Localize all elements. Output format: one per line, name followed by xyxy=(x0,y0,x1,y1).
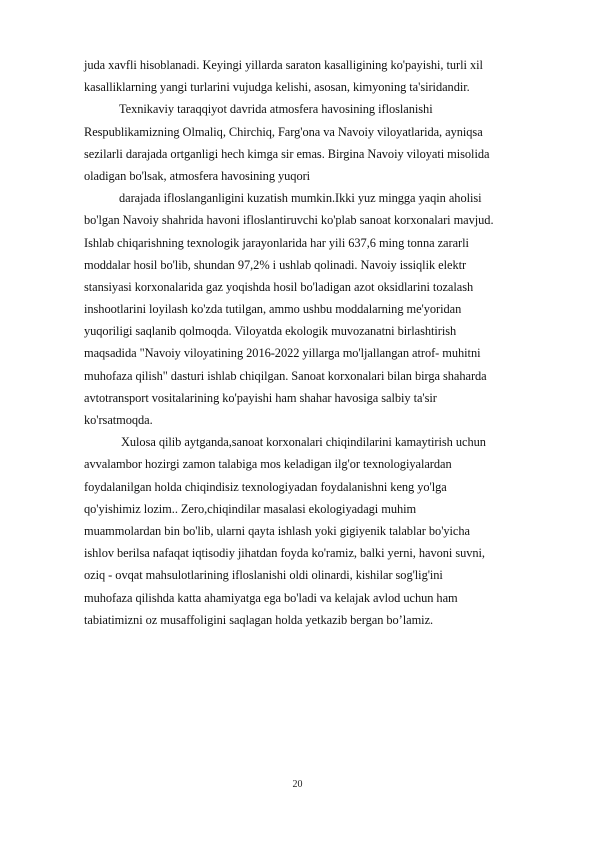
text-line: qo'yishimiz lozim.. Zero,chiqindilar masalasi ekologiyadagi muhim xyxy=(84,501,417,516)
text-line: ishlov berilsa nafaqat iqtisodiy jihatdan foyda ko'ramiz, balki yerni, havoni suvni, xyxy=(84,546,485,561)
text-line: muammolardan bin bo'lib, ularni qayta ishlash yoki gigiyenik talablar bo'yicha xyxy=(84,523,470,538)
text-line: moddalar hosil bo'lib, shundan 97,2% i ushlab qolinadi. Navoiy issiqlik elektr xyxy=(84,257,467,272)
page-number: 20 xyxy=(292,779,303,790)
text-line: maqsadida "Navoiy viloyatining 2016-2022 yillarga mo'ljallangan atrof- muhitni xyxy=(84,346,481,361)
paragraph-start-line: Xulosa qilib aytganda,sanoat korxonalari chiqindilarini kamaytirish uchun xyxy=(121,435,486,450)
text-line: sezilarli darajada ortganligi hech kimga sir emas. Birgina Navoiy viloyati misolida xyxy=(84,146,490,161)
text-line: ko'rsatmoqda. xyxy=(84,413,153,427)
text-line: kasalliklarning yangi turlarini vujudga kelishi, asosan, kimyoning ta'siridandir. xyxy=(84,80,470,95)
text-line: Respublikamizning Olmaliq, Chirchiq, Farg'ona va Navoiy viloyatlarida, ayniqsa xyxy=(84,124,483,139)
text-line: juda xavfli hisoblanadi. Keyingi yillarda saraton kasalligining ko'payishi, turli xil xyxy=(84,58,483,72)
paragraph-start-line: Texnikaviy taraqqiyot davrida atmosfera havosining ifloslanishi xyxy=(119,102,433,117)
text-line: yuqoriligi saqlanib qolmoqda. Viloyatda ekologik muvozanatni birlashtirish xyxy=(84,324,457,339)
text-line: muhofaza qilishda katta ahamiyatga ega bo'ladi va kelajak avlod uchun ham xyxy=(84,590,458,605)
text-line: oziq - ovqat mahsulotlarining ifloslanishi oldi olinardi, kishilar sog'lig'ini xyxy=(84,568,443,583)
text-line: tabiatimizni oz musaffoligini saqlagan holda yetkazib bergan bo’lamiz. xyxy=(84,612,434,627)
text-line: muhofaza qilish" dasturi ishlab chiqilgan. Sanoat korxonalari bilan birga shaharda xyxy=(84,368,487,383)
text-line: avvalambor hozirgi zamon talabiga mos keladigan ilg'or texnologiyalardan xyxy=(84,457,452,472)
text-line: oladigan bo'lsak, atmosfera havosining yuqori xyxy=(84,168,311,183)
paragraph-start-line: darajada ifloslanganligini kuzatish mumkin.Ikki yuz mingga yaqin aholisi xyxy=(119,191,482,206)
text-line: inshootlarini loyilash ko'zda tutilgan, ammo ushbu moddalarning me'yoridan xyxy=(84,302,462,317)
document-body xyxy=(84,54,554,631)
text-line: bo'lgan Navoiy shahrida havoni ifloslantiruvchi ko'plab sanoat korxonalari mavjud. xyxy=(84,213,494,228)
text-line: avtotransport vositalarining ko'payishi ham shahar havosiga salbiy ta'sir xyxy=(84,390,437,405)
text-line: foydalanilgan holda chiqindisiz texnologiyadan foydalanishni keng yo'lga xyxy=(84,479,447,494)
text-line: Ishlab chiqarishning texnologik jarayonlarida har yili 637,6 ming tonna zararli xyxy=(84,235,469,250)
text-line: stansiyasi korxonalarida gaz yoqishda hosil bo'ladigan azot oksidlarini tozalash xyxy=(84,279,474,294)
